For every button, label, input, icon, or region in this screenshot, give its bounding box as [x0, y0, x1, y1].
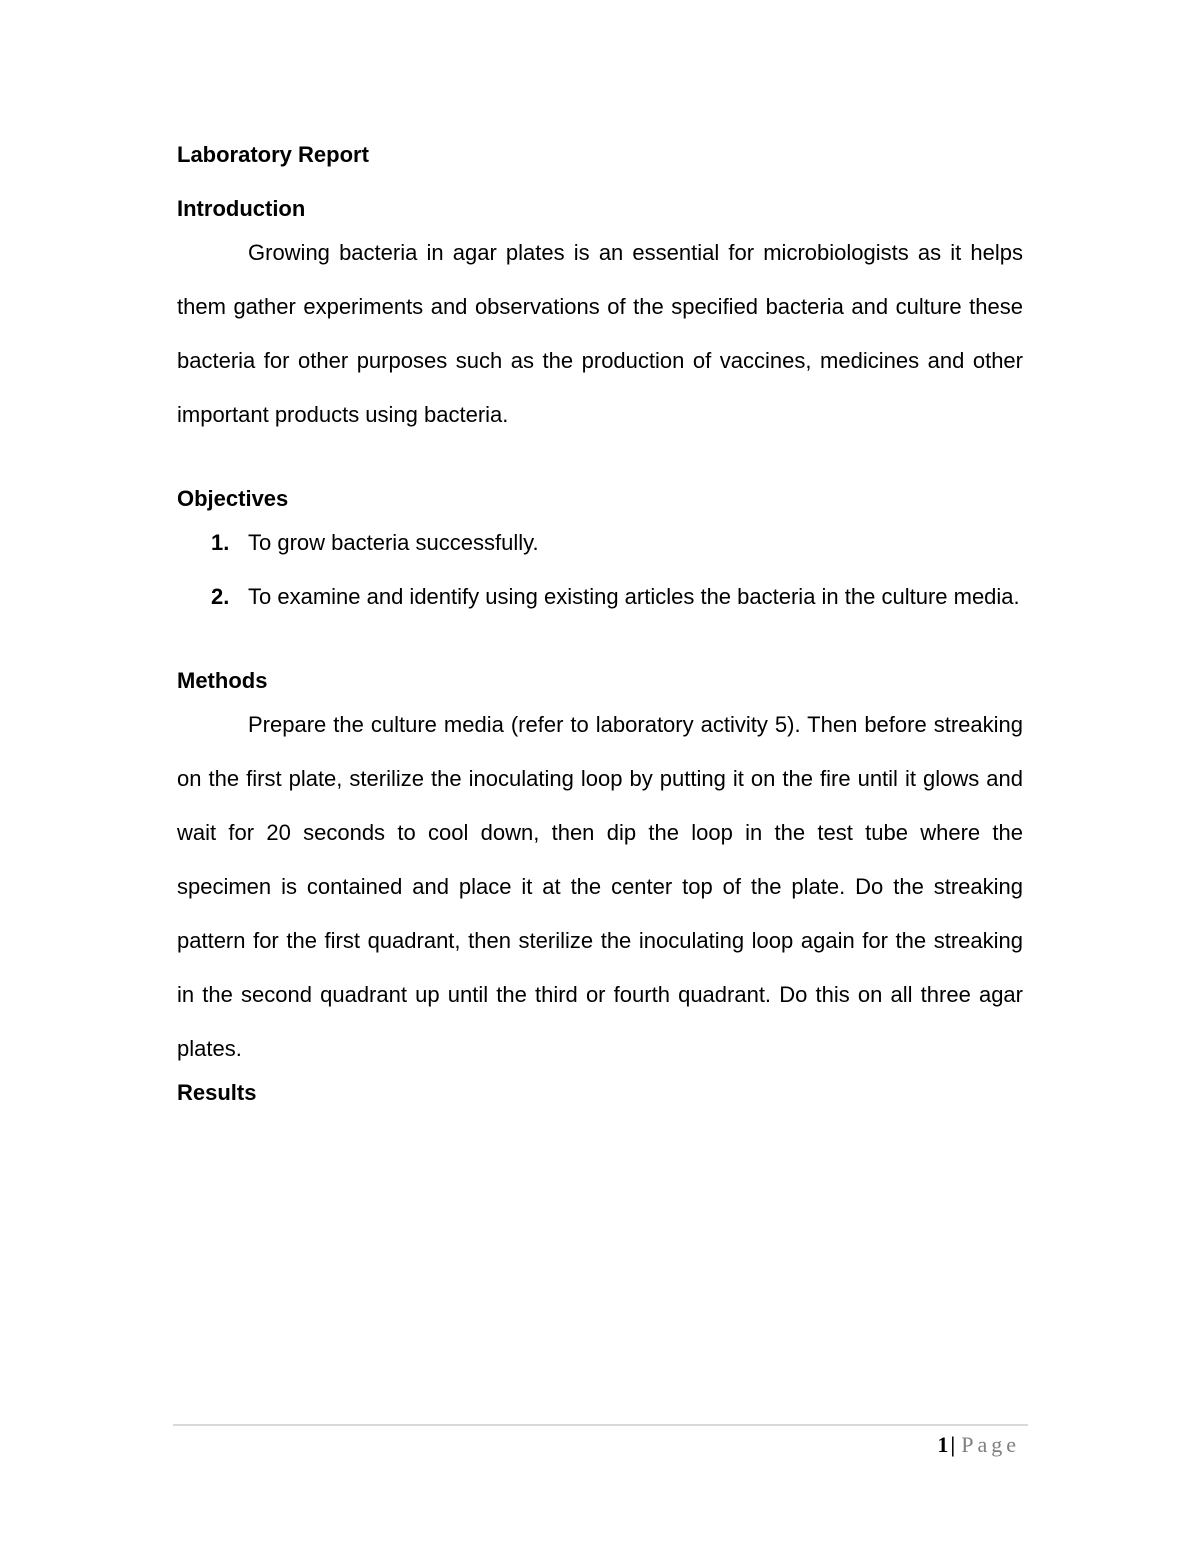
list-item	[177, 570, 1023, 624]
list-item	[177, 516, 1023, 570]
list-item-number: 1.	[211, 530, 230, 555]
introduction-heading: Introduction	[177, 196, 306, 221]
document-title: Laboratory Report	[177, 142, 369, 167]
page-number: 1	[937, 1432, 949, 1457]
methods-paragraph: Prepare the culture media (refer to laboratory activity 5). Then before streaking on the first plate, sterilize the inoculating loop by putting it on the fire until it glows and wait for 20 seconds to cool down, then dip the loop in the test tube where the specimen is contained and place it at the center top of the plate. Do the streaking pattern for the first quadrant, then sterilize the inoculating loop again for the streaking in the second quadrant up until the third or fourth quadrant. Do this on all three agar plates.	[177, 712, 1023, 1061]
objectives-list	[177, 516, 1023, 624]
document-content	[177, 138, 1023, 1110]
list-item-text: To grow bacteria successfully.	[248, 530, 539, 555]
results-heading: Results	[177, 1080, 257, 1105]
footer-separator: |	[950, 1432, 956, 1457]
objectives-heading: Objectives	[177, 486, 289, 511]
page-label: Page	[961, 1432, 1020, 1457]
list-item-number: 2.	[211, 584, 230, 609]
page-footer	[937, 1428, 1020, 1462]
footer-divider	[173, 1424, 1028, 1426]
list-item-text: To examine and identify using existing articles the bacteria in the culture media.	[248, 584, 1020, 609]
introduction-paragraph: Growing bacteria in agar plates is an essential for microbiologists as it helps them gather experiments and observations of the specified bacteria and culture these bacteria for other purposes such as the production of vaccines, medicines and other important products using bacteria.	[177, 240, 1023, 427]
methods-heading: Methods	[177, 668, 268, 693]
